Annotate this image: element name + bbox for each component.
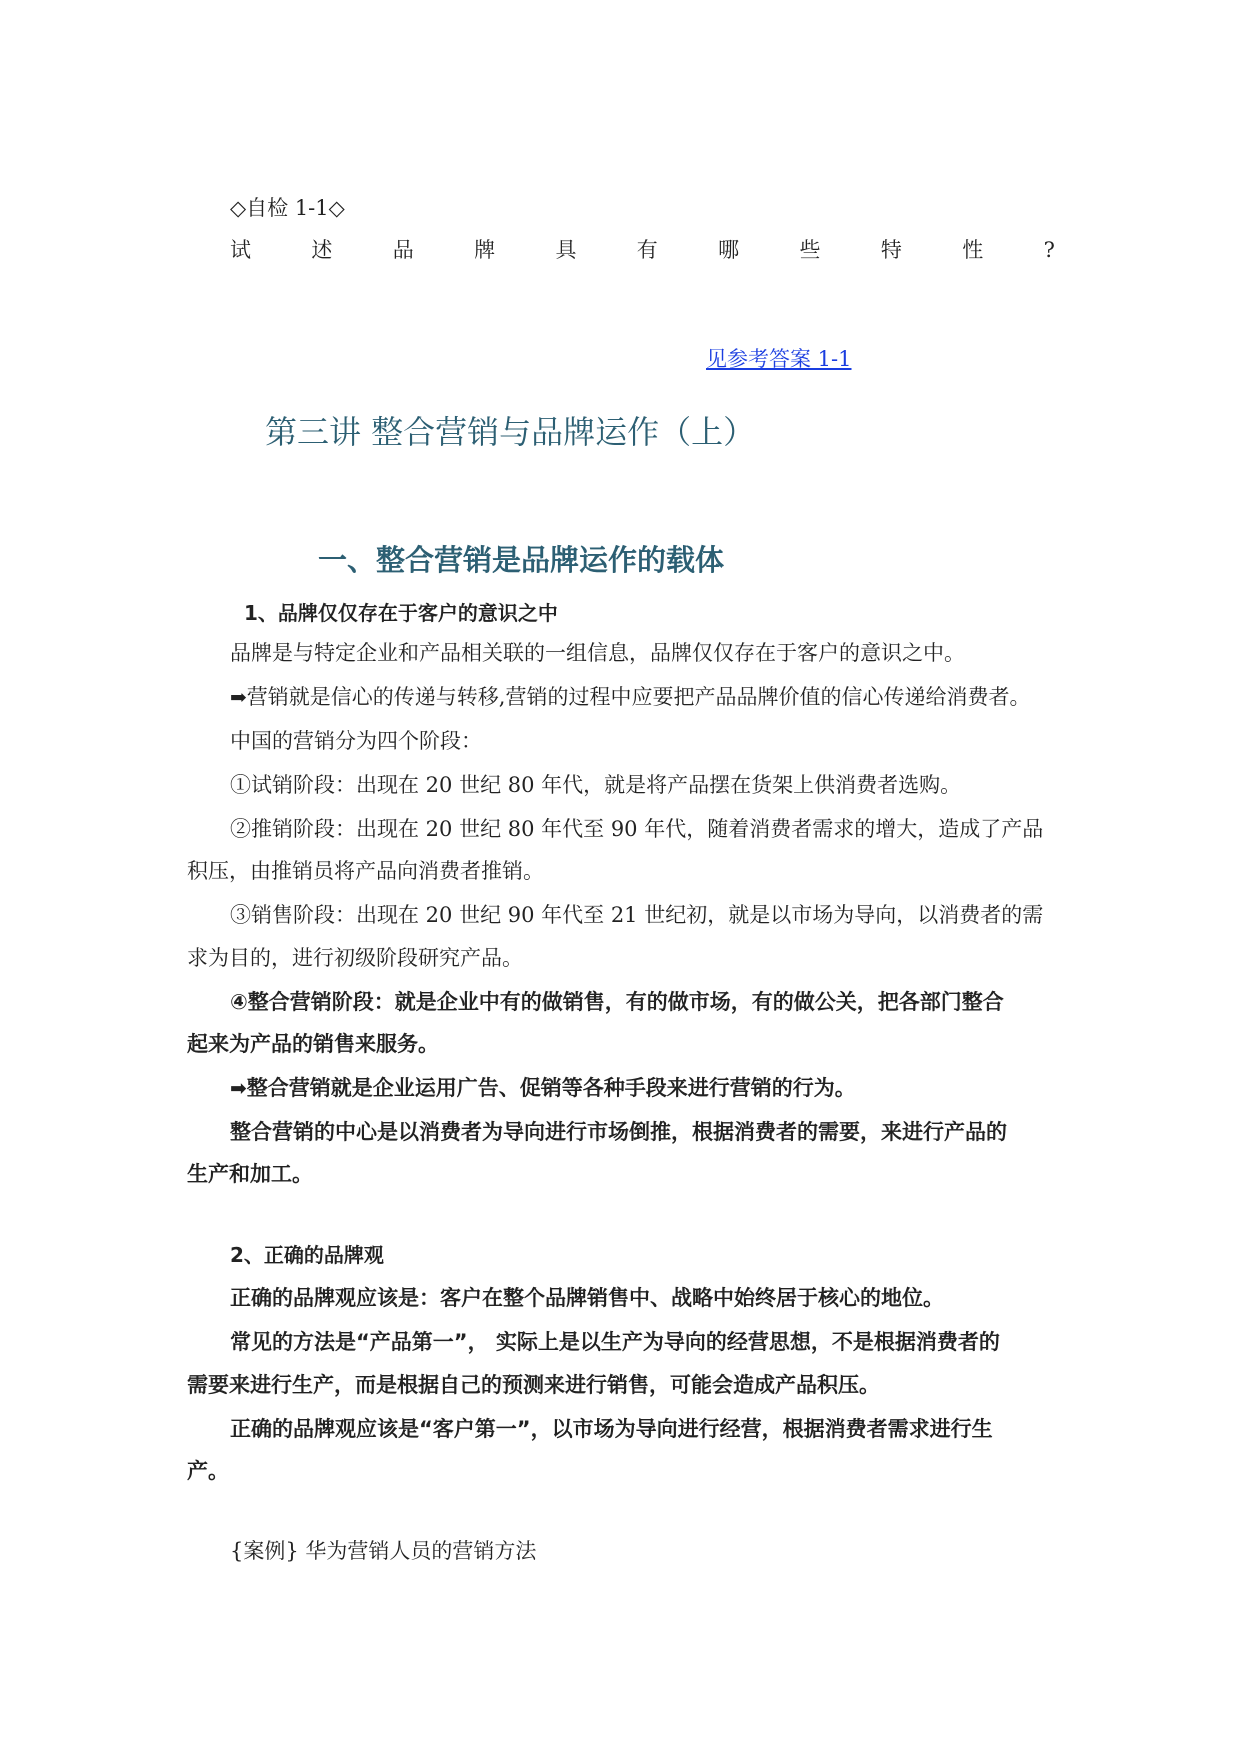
stage-item: ④整合营销阶段：就是企业中有的做销售，有的做市场，有的做公关，把各部门整合 <box>230 990 1004 1014</box>
arrow-icon: ➡ <box>230 685 247 709</box>
question-char: 牌 <box>474 238 496 262</box>
paragraph: 品牌是与特定企业和产品相关联的一组信息，品牌仅仅存在于客户的意识之中。 <box>230 641 965 665</box>
paragraph: 整合营销的中心是以消费者为导向进行市场倒推，根据消费者的需要，来进行产品的 <box>230 1120 1007 1144</box>
self-check-label: ◇自检 1-1◇ <box>230 196 345 220</box>
case-label: {案例} 华为营销人员的营销方法 <box>230 1539 537 1563</box>
section-title: 一、整合营销是品牌运作的载体 <box>318 543 725 577</box>
question-char: 试 <box>230 238 251 262</box>
question-char: 性 <box>962 238 984 262</box>
arrow-icon: ➡ <box>230 1076 247 1100</box>
answer-link[interactable]: 见参考答案 1-1 <box>706 347 852 371</box>
stage-item-continued: 求为目的，进行初级阶段研究产品。 <box>187 946 523 970</box>
question-char: 具 <box>555 238 577 262</box>
paragraph <box>230 683 1030 711</box>
paragraph-continued: 需要来进行生产，而是根据自己的预测来进行销售，可能会造成产品积压。 <box>187 1373 880 1397</box>
question-char: ? <box>1043 238 1055 262</box>
paragraph: 正确的品牌观应该是“客户第一”，以市场为导向进行经营，根据消费者需求进行生 <box>230 1417 993 1441</box>
stage-item: ①试销阶段：出现在 20 世纪 80 年代，就是将产品摆在货架上供消费者选购。 <box>230 773 962 797</box>
paragraph: 中国的营销分为四个阶段： <box>230 729 482 753</box>
paragraph-text: 营销就是信心的传递与转移,营销的过程中应要把产品品牌价值的信心传递给消费者。 <box>246 685 1031 709</box>
question-char: 有 <box>636 238 658 262</box>
stage-item-continued: 积压，由推销员将产品向消费者推销。 <box>187 859 544 883</box>
paragraph: 正确的品牌观应该是：客户在整个品牌销售中、战略中始终居于核心的地位。 <box>230 1286 944 1310</box>
question-char: 特 <box>880 238 902 262</box>
self-check-question <box>230 236 1055 264</box>
stage-item: ②推销阶段：出现在 20 世纪 80 年代至 90 年代，随着消费者需求的增大，造成了产品 <box>230 817 1044 841</box>
paragraph-text: 整合营销就是企业运用广告、促销等各种手段来进行营销的行为。 <box>246 1076 856 1100</box>
stage-item: ③销售阶段：出现在 20 世纪 90 年代至 21 世纪初，就是以市场为导向，以消费者的需 <box>230 903 1044 927</box>
paragraph <box>230 1074 856 1102</box>
subsection-heading-1: 1、品牌仅仅存在于客户的意识之中 <box>244 601 558 625</box>
chapter-title: 第三讲 整合营销与品牌运作（上） <box>265 413 756 451</box>
question-char: 品 <box>392 238 414 262</box>
stage-item-continued: 起来为产品的销售来服务。 <box>187 1032 439 1056</box>
question-char: 述 <box>311 238 333 262</box>
question-char: 些 <box>799 238 821 262</box>
subsection-heading-2: 2、正确的品牌观 <box>230 1243 384 1267</box>
paragraph-continued: 生产和加工。 <box>187 1162 313 1186</box>
question-char: 哪 <box>718 238 740 262</box>
paragraph: 常见的方法是“产品第一”， 实际上是以生产为导向的经营思想，不是根据消费者的 <box>230 1330 1000 1354</box>
paragraph-continued: 产。 <box>187 1459 229 1483</box>
